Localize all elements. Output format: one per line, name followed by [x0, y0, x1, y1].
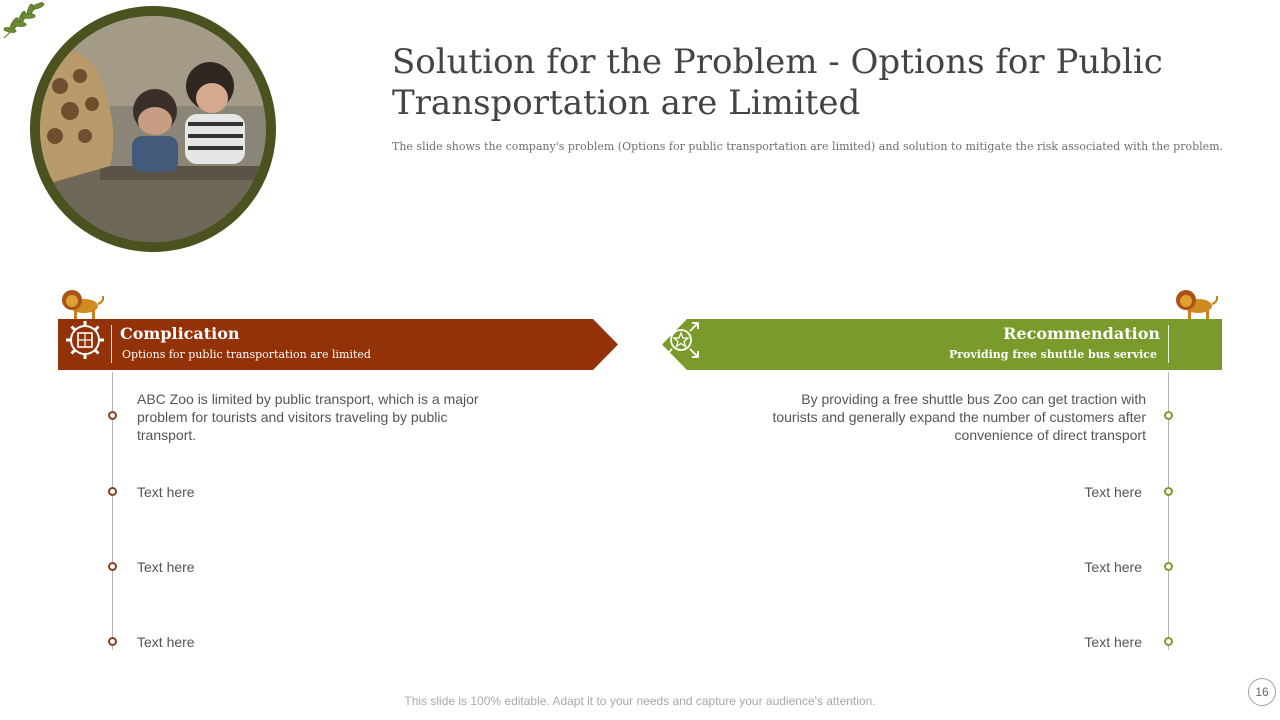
star-arrows-icon	[660, 319, 702, 361]
complication-banner	[58, 319, 620, 370]
timeline-dot	[108, 411, 117, 420]
recommendation-title: Recommendation	[1003, 324, 1160, 343]
complication-item: ABC Zoo is limited by public transport, which is a major problem for tourists and visitors traveling by public transport.	[137, 391, 479, 443]
gear-puzzle-icon	[64, 319, 106, 361]
recommendation-item: By providing a free shuttle bus Zoo can get traction with tourists and generally expand the number of customers after convenience of direct transport	[772, 391, 1146, 443]
page-number: 16	[1248, 678, 1276, 706]
page-title: Solution for the Problem - Options for Public Transportation are Limited	[392, 42, 1163, 123]
complication-subtitle: Options for public transportation are limited	[122, 348, 371, 361]
complication-item: Text here	[137, 559, 195, 575]
banner-divider	[1168, 325, 1169, 363]
leaf-decoration-icon	[0, 0, 48, 40]
complication-item: Text here	[137, 634, 195, 650]
timeline-dot	[1164, 411, 1173, 420]
lion-icon	[1172, 286, 1220, 320]
timeline-dot	[108, 562, 117, 571]
page-subtitle: The slide shows the company's problem (Options for public transportation are limited) and solution to mitigate the risk associated with the problem.	[392, 140, 1224, 153]
complication-title: Complication	[120, 324, 240, 343]
timeline-dot	[1164, 637, 1173, 646]
timeline-dot	[1164, 562, 1173, 571]
timeline-dot	[108, 637, 117, 646]
banner-divider	[111, 325, 112, 363]
timeline-dot	[1164, 487, 1173, 496]
recommendation-item: Text here	[1084, 634, 1142, 650]
recommendation-banner	[660, 319, 1222, 370]
recommendation-item: Text here	[1084, 559, 1142, 575]
footer-note: This slide is 100% editable. Adapt it to your needs and capture your audience's attention.	[404, 694, 876, 708]
timeline-dot	[108, 487, 117, 496]
zoo-photo-frame	[30, 6, 276, 252]
lion-icon	[58, 286, 106, 320]
recommendation-subtitle: Providing free shuttle bus service	[948, 348, 1157, 361]
recommendation-item: Text here	[1084, 484, 1142, 500]
zoo-photo	[40, 16, 266, 242]
complication-item: Text here	[137, 484, 195, 500]
